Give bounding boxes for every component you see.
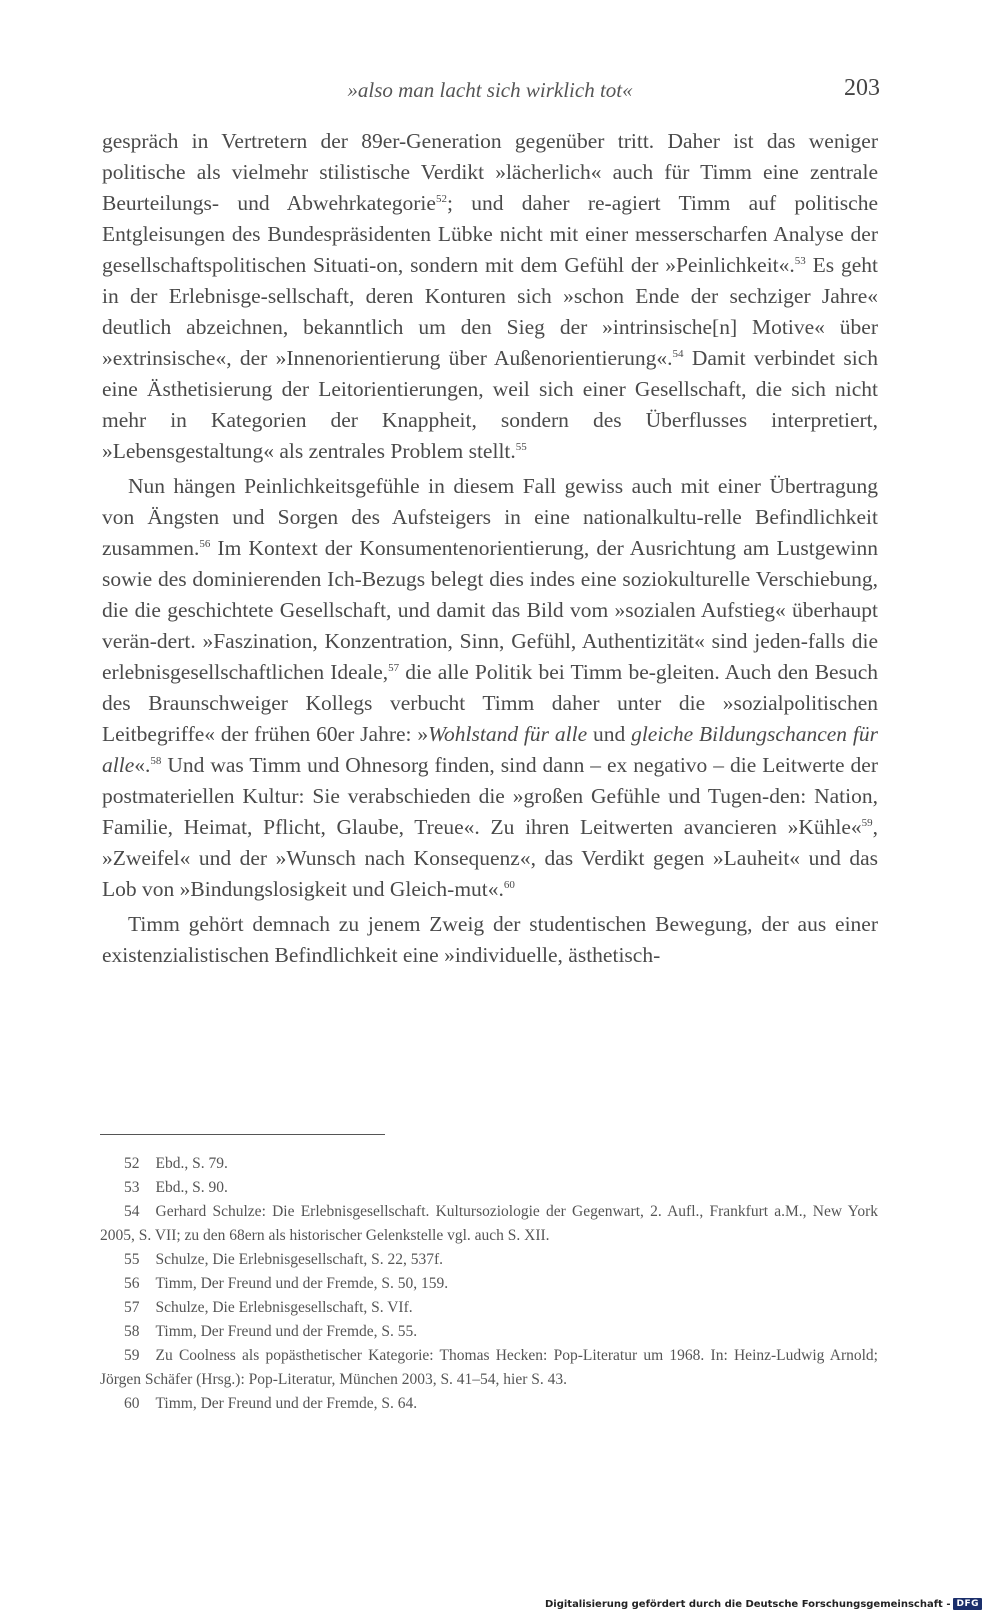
- text-run: Es geht in der Erlebnisge-sellschaft, deren Konturen sich »schon Ende der sechziger Jahre« deutlich abzeichnen, bekanntlich um den Sieg der »intrinsische[n] Motive« über »extrinsische«, der »Innenorientierung über Außenorientierung«.: [102, 253, 878, 370]
- text-run: Und was Timm und Ohnesorg finden, sind dann – ex negativo – die Leitwerte der postmateriellen Kultur: Sie verabschieden die »großen Gefühle und Tugen-den: Nation, Familie, Heimat, Pflicht, Glaube, Treue«. Zu ihren Leitwerten avancieren »Kühle«: [102, 753, 878, 839]
- footnote-item: [100, 1248, 878, 1272]
- footnote-number: 58: [124, 1323, 140, 1340]
- footnote-item: [100, 1200, 878, 1248]
- footnote-text: Schulze, Die Erlebnisgesellschaft, S. 22, 537f.: [155, 1251, 444, 1268]
- footnote-number: 55: [124, 1251, 140, 1268]
- credit-text: Digitalisierung gefördert durch die Deutsche Forschungsgemeinschaft -: [544, 1598, 951, 1610]
- footnote-number: 59: [124, 1347, 140, 1364]
- footnote-text: Ebd., S. 79.: [155, 1155, 228, 1172]
- dfg-logo: DFG: [953, 1598, 982, 1610]
- page-number: 203: [844, 75, 880, 101]
- footnote-ref: 55: [515, 440, 527, 453]
- footnote-number: 54: [124, 1203, 140, 1220]
- footnote-separator: [100, 1134, 385, 1135]
- text-run: ; und daher re-agiert Timm auf politische Entgleisungen des Bundespräsidenten Lübke nicht mit einer messerscharfen Analyse der gesellschaftspolitischen Situati-on, sondern mit dem Gefühl der »Peinlichkeit«.: [102, 191, 878, 277]
- footnote-ref: 53: [794, 254, 806, 267]
- footnote-item: [100, 1152, 878, 1176]
- text-run: und: [587, 722, 632, 746]
- italic-text: gleiche Bildungschancen für alle: [102, 722, 878, 777]
- digitization-credit: [545, 1598, 982, 1610]
- footnote-ref: 56: [199, 537, 211, 550]
- footnotes: [100, 1152, 878, 1416]
- footnote-ref: 54: [672, 347, 684, 360]
- text-run: Im Kontext der Konsumentenorientierung, der Ausrichtung am Lustgewinn sowie des dominierenden Ich-Bezugs belegt dies indes eine soziokulturelle Verschiebung, die die geschichtete Gesellschaft, und damit das Bild vom »sozialen Aufstieg« überhaupt verän-dert. »Faszination, Konzentration, Sinn, Gefühl, Authentizität« sind jeden-falls die erlebnisgesellschaftlichen Ideale,: [102, 536, 878, 684]
- footnote-text: Gerhard Schulze: Die Erlebnisgesellschaft. Kultursoziologie der Gegenwart, 2. Aufl., Frankfurt a.M., New York 2005, S. VII; zu den 68ern als historischer Gelenkstelle vgl. auch S. XII.: [100, 1203, 878, 1244]
- footnote-number: 57: [124, 1299, 140, 1316]
- footnote-text: Schulze, Die Erlebnisgesellschaft, S. VIf.: [155, 1299, 413, 1316]
- footnote-number: 53: [124, 1179, 140, 1196]
- footnote-text: Ebd., S. 90.: [155, 1179, 228, 1196]
- footnote-item: [100, 1320, 878, 1344]
- footnote-item: [100, 1272, 878, 1296]
- footnote-item: [100, 1344, 878, 1392]
- text-run: Nun hängen Peinlichkeitsgefühle in diesem Fall gewiss auch mit einer Übertragung von Ängsten und Sorgen des Aufsteigers in eine nationalkultu-relle Befindlichkeit zusammen.: [102, 474, 878, 560]
- footnote-item: [100, 1392, 878, 1416]
- footnote-ref: 58: [150, 754, 162, 767]
- footnote-text: Timm, Der Freund und der Fremde, S. 55.: [155, 1323, 418, 1340]
- text-run: gespräch in Vertretern der 89er-Generation gegenüber tritt. Daher ist das weniger politische als vielmehr stilistische Verdikt »lächerlich« auch für Timm eine zentrale Beurteilungs- und Abwehrkategorie: [102, 129, 878, 215]
- footnote-number: 52: [124, 1155, 140, 1172]
- paragraph: [102, 909, 878, 971]
- footnote-text: Timm, Der Freund und der Fremde, S. 64.: [155, 1395, 418, 1412]
- text-run: «.: [134, 753, 151, 777]
- body-text: [102, 126, 878, 971]
- paragraph: [102, 126, 878, 467]
- footnote-item: [100, 1296, 878, 1320]
- text-run: Damit verbindet sich eine Ästhetisierung der Leitorientierungen, weil sich einer Gesellschaft, die sich nicht mehr in Kategorien der Knappheit, sondern des Überflusses interpretiert, »Lebensgestaltung« als zentrales Problem stellt.: [102, 346, 878, 463]
- footnote-ref: 59: [861, 816, 873, 829]
- footnote-text: Zu Coolness als popästhetischer Kategorie: Thomas Hecken: Pop-Literatur um 1968. In: Heinz-Ludwig Arnold; Jörgen Schäfer (Hrsg.): Pop-Literatur, München 2003, S. 41–54, hier S. 43.: [100, 1347, 878, 1388]
- footnote-ref: 60: [503, 878, 515, 891]
- text-run: Timm gehört demnach zu jenem Zweig der studentischen Bewegung, der aus einer existenzialistischen Befindlichkeit eine »individuelle, ästhetisch-: [102, 912, 878, 967]
- italic-text: Wohlstand für alle: [428, 722, 588, 746]
- footnote-ref: 52: [435, 192, 447, 205]
- running-title: »also man lacht sich wirklich tot«: [347, 78, 633, 102]
- footnote-number: 56: [124, 1275, 140, 1292]
- text-run: die alle Politik bei Timm be-gleiten. Auch den Besuch des Braunschweiger Kollegs verbucht Timm daher unter die »sozialpolitischen Leitbegriffe« der frühen 60er Jahre: »: [102, 660, 878, 746]
- footnote-number: 60: [124, 1395, 140, 1412]
- paragraph: [102, 471, 878, 905]
- footnote-text: Timm, Der Freund und der Fremde, S. 50, 159.: [155, 1275, 449, 1292]
- page-header: [100, 75, 880, 109]
- footnote-ref: 57: [388, 661, 400, 674]
- footnote-item: [100, 1176, 878, 1200]
- text-run: , »Zweifel« und der »Wunsch nach Konsequenz«, das Verdikt gegen »Lauheit« und das Lob von »Bindungslosigkeit und Gleich-mut«.: [102, 815, 878, 901]
